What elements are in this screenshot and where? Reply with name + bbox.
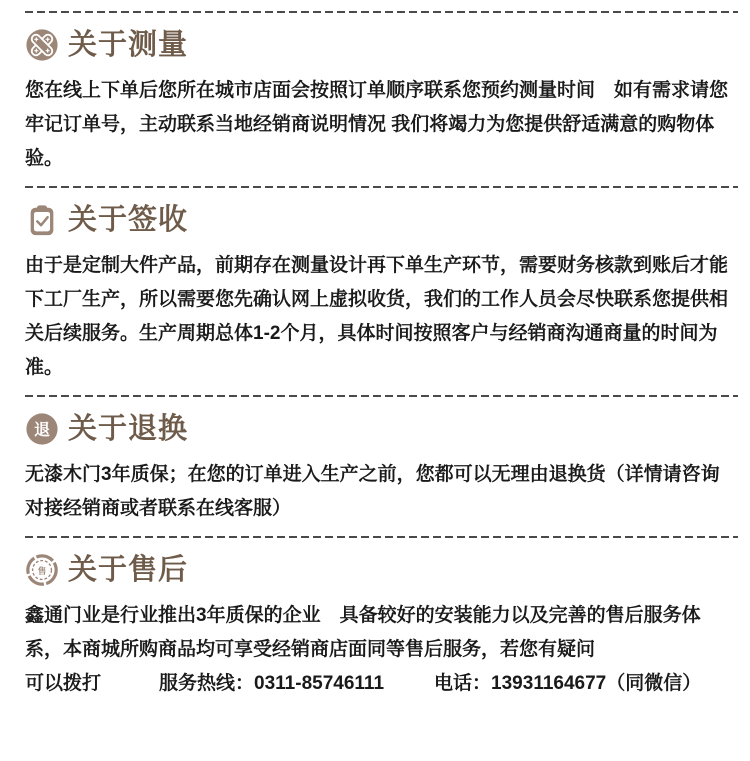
section-header-receipt [25, 202, 738, 238]
contact-prefix: 可以拨打 [25, 673, 102, 694]
product-service-info-panel [0, 11, 750, 701]
section-divider [25, 395, 738, 397]
section-body-after-sales: 鑫通门业是行业推出3年质保的企业 具备较好的安装能力以及完善的售后服务体系，本商城所购商品均可享受经销商店面同等售后服务，若您有疑问 [25, 605, 701, 660]
section-body-receipt: 由于是定制大件产品，前期存在测量设计再下单生产环节，需要财务核款到账后才能下工厂生产，所以需要您先确认网上虚拟收货，我们的工作人员会尽快联系您提供相关后续服务。生产周期总体1-2个月，具体时间按照客户与经销商沟通商量的时间为准。 [25, 255, 729, 378]
section-divider [25, 11, 738, 13]
hotline-label: 服务热线： [159, 673, 255, 694]
measure-ruler-icon [25, 28, 59, 62]
service-seal-icon [25, 553, 59, 587]
svg-text:售: 售 [37, 565, 47, 576]
section-header-after-sales [25, 552, 738, 588]
section-divider [25, 536, 738, 538]
section-divider [25, 186, 738, 188]
svg-text:退: 退 [33, 421, 51, 440]
return-circle-icon [25, 412, 59, 446]
phone-label: 电话： [434, 673, 492, 694]
hotline-number: 0311-85746111 [254, 673, 385, 694]
section-title: 关于签收 [68, 204, 189, 236]
section-title: 关于售后 [68, 554, 189, 586]
section-body-measurement: 您在线上下单后您所在城市店面会按照订单顺序联系您预约测量时间 如有需求请您牢记订单号，主动联系当地经销商说明情况 我们将竭力为您提供舒适满意的购物体验。 [25, 80, 729, 169]
section-header-measurement [25, 27, 738, 63]
phone-number: 13931164677（同微信） [491, 673, 702, 694]
section-body-returns: 无漆木门3年质保；在您的订单进入生产之前，您都可以无理由退换货（详情请咨询对接经销商或者联系在线客服） [25, 464, 720, 519]
phone [434, 667, 701, 701]
section-title: 关于退换 [68, 413, 189, 445]
clipboard-check-icon [25, 203, 59, 237]
hotline [159, 667, 384, 701]
section-header-returns [25, 411, 738, 447]
section-title: 关于测量 [68, 29, 189, 61]
contact-line [25, 667, 738, 701]
